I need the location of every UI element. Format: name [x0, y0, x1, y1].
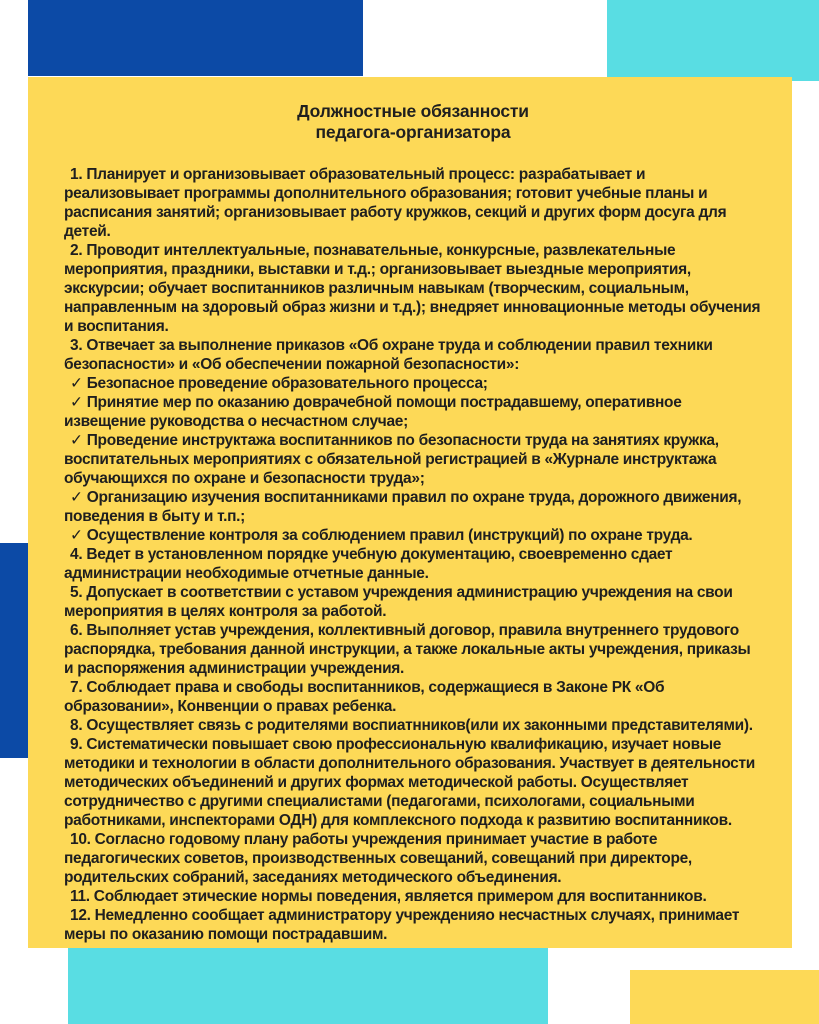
duty-check-item-3: ✓ Проведение инструктажа воспитанников по безопасности труда на занятиях кружка, воспитательных мероприятиях с обязательной регистрацией в «Журнале инструктажа обучающихся по охране и безопасности труда»; — [64, 432, 719, 487]
decorative-yellow-rect-bottom-right — [630, 970, 819, 1024]
duty-item-10: 10. Согласно годовому плану работы учреждения принимает участие в работе педагогических советов, производственных совещаний, совещаний при директоре, родительских собраний, заседаниях методического объединения. — [64, 831, 692, 886]
duties-card — [28, 77, 792, 948]
duty-check-item-5: ✓ Осуществление контроля за соблюдением правил (инструкций) по охране труда. — [70, 527, 693, 544]
duty-check-item-4: ✓ Организацию изучения воспитанниками правил по охране труда, дорожного движения, поведения в быту и т.п.; — [64, 489, 742, 525]
duty-item-7: 7. Соблюдает права и свободы воспитанников, содержащиеся в Законе РК «Об образовании», Конвенции о правах ребенка. — [64, 679, 665, 715]
duty-check-item-2: ✓ Принятие мер по оказанию доврачебной помощи пострадавшему, оперативное извещение руководства о несчастном случае; — [64, 394, 682, 430]
duty-check-item-1: ✓ Безопасное проведение образовательного процесса; — [70, 375, 488, 392]
duty-item-2: 2. Проводит интеллектуальные, познавательные, конкурсные, развлекательные мероприятия, праздники, выставки и т.д.; организовывает выездные мероприятия, экскурсии; обучает воспитанников различным навыкам (творческим, социальным, направленным на здоровый образ жизни и т.д.); внедряет инновационные методы обучения и воспитания. — [64, 242, 761, 335]
duty-item-4: 4. Ведет в установленном порядке учебную документацию, своевременно сдает администрации необходимые отчетные данные. — [64, 546, 673, 582]
duty-item-9: 9. Систематически повышает свою профессиональную квалификацию, изучает новые методики и технологии в области дополнительного образования. Участвует в деятельности методических объединений и других формах методической работы. Осуществляет сотрудничество с другими специалистами (педагогами, психологами, социальными работниками, инспекторами ОДН) для комплексного подхода к развитию воспитанников. — [64, 736, 755, 829]
page-title-line1: Должностные обязанности — [297, 101, 529, 121]
duty-item-12: 12. Немедленно сообщает администратору учрежденияо несчастных случаях, принимает меры по оказанию помощи пострадавшим. — [64, 907, 740, 943]
page-title — [64, 101, 762, 143]
duty-item-11: 11. Соблюдает этические нормы поведения, является примером для воспитанников. — [70, 888, 707, 905]
duty-item-6: 6. Выполняет устав учреждения, коллективный договор, правила внутреннего трудового распорядка, требования данной инструкции, а также локальные акты учреждения, приказы и распоряжения администрации учреждения. — [64, 622, 751, 677]
decorative-cyan-rect-bottom — [68, 948, 548, 1024]
duty-item-5: 5. Допускает в соответствии с уставом учреждения администрацию учреждения на свои мероприятия в целях контроля за работой. — [64, 584, 733, 620]
duty-item-1: 1. Планирует и организовывает образовательный процесс: разрабатывает и реализовывает программы дополнительного образования; готовит учебные планы и расписания занятий; организовывает работу кружков, секций и других форм досуга для детей. — [64, 166, 727, 240]
duties-list — [64, 165, 762, 944]
page-title-line2: педагога-организатора — [315, 122, 511, 142]
decorative-cyan-rect-top-right — [607, 0, 819, 81]
duty-item-8: 8. Осуществляет связь с родителями воспиатнников(или их законными представителями). — [70, 717, 753, 734]
duty-item-3: 3. Отвечает за выполнение приказов «Об охране труда и соблюдении правил техники безопасности» и «Об обеспечении пожарной безопасности»: — [64, 337, 713, 373]
decorative-blue-rect-top-left — [28, 0, 363, 76]
